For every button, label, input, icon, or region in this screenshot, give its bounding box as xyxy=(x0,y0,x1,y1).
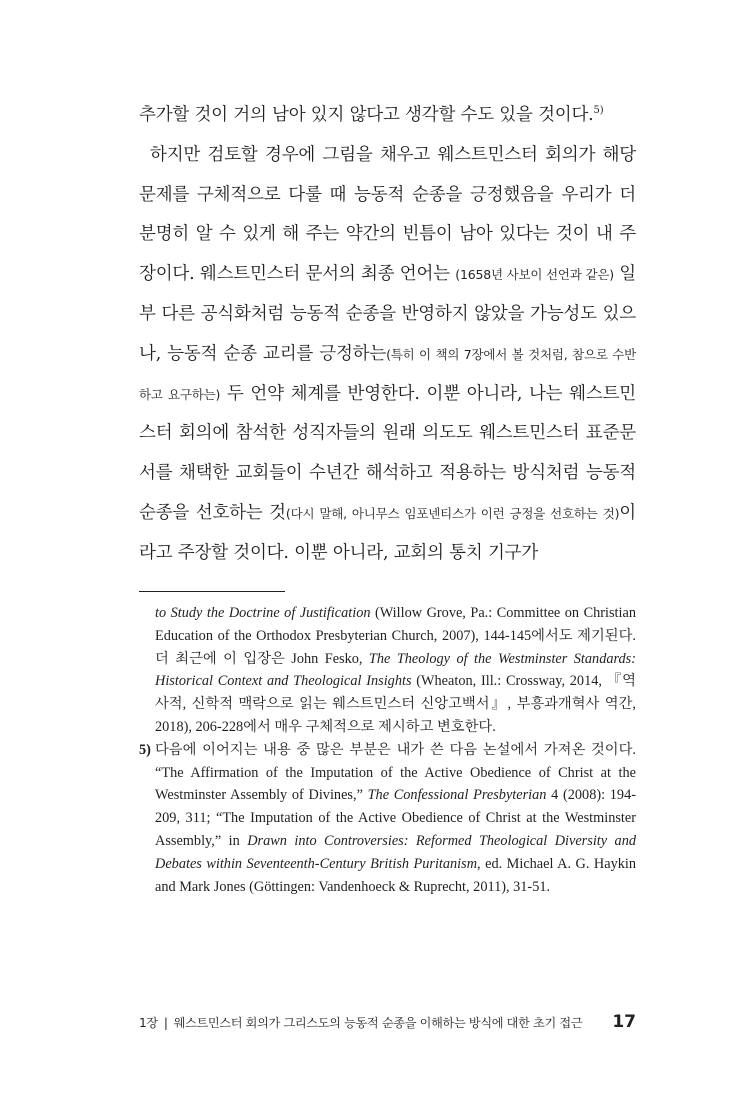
main-text xyxy=(139,96,636,574)
footnote-4-continued xyxy=(139,602,636,739)
footer-separator: | xyxy=(163,1016,168,1030)
running-footer xyxy=(139,1014,582,1031)
footnote-divider xyxy=(139,591,285,592)
footnote-5-text: 다음에 이어지는 내용 중 많은 부분은 내가 쓴 다음 논설에서 가져온 것이다. “The Affirmation of the Imputation of the Active Obedience of Christ at the Westminster Assembly of Divines,” xyxy=(155,741,636,804)
footnotes xyxy=(139,602,636,898)
paragraph-2-part-c: 일부 다른 공식화처럼 능동적 순종을 반영하지 않았을 가능성도 있으나, 능동적 순종 교리를 긍정하는 xyxy=(139,264,636,364)
paragraph-2-part-g: 이라고 주장할 것이다. 이뿐 아니라, 교회의 통치 기구가 xyxy=(139,502,636,563)
footnote-5-text-mid: 4 (2008): 194-209, 311; “The Imputation of the Active Obedience of Christ at the Westminster Assembly,” in xyxy=(155,787,636,849)
footnote-5 xyxy=(139,739,636,899)
paragraph-1 xyxy=(139,96,636,136)
chapter-title: 웨스트민스터 회의가 그리스도의 능동적 순종을 이해하는 방식에 대한 초기 접근 xyxy=(173,1016,583,1030)
paragraph-2 xyxy=(139,136,636,574)
footnote-5-journal-title: The Confessional Presbyterian xyxy=(367,787,547,804)
footnote-4-text: (Willow Grove, Pa.: Committee on Christian Education of the Orthodox Presbyterian Church, 2007), 144-145에서도 제기된다. 더 최근에 이 입장은 John Fesko, xyxy=(155,605,636,667)
footnote-ref-5[interactable]: 5) xyxy=(593,105,604,116)
footnote-4-title-italic: to Study the Doctrine of Justification xyxy=(155,605,371,621)
footnote-4-text-end: (Wheaton, Ill.: Crossway, 2014, 『역사적, 신학적 맥락으로 읽는 웨스트민스터 신앙고백서』, 부흥과개혁사 역간, 2018), 206-228에서 매우 구체적으로 제시하고 변호한다. xyxy=(155,673,636,735)
footnote-4-book-title: The Theology of the Westminster Standards: Historical Context and Theological Insights xyxy=(155,650,636,690)
parenthetical-animus: (다시 말해, 아니무스 임포넨티스가 이런 긍정을 선호하는 것) xyxy=(285,505,620,521)
page-number: 17 xyxy=(612,1012,636,1032)
chapter-label: 1장 xyxy=(139,1016,158,1030)
paragraph-2-part-a: 하지만 검토할 경우에 그림을 채우고 웨스트민스터 회의가 해당 문제를 구체적으로 다룰 때 능동적 순종을 긍정했음을 우리가 더 분명히 알 수 있게 해 주는 약간의 빈틈이 남아 있다는 것이 내 주장이다. 웨스트민스터 문서의 최종 언어는 xyxy=(139,144,636,285)
paragraph-2-part-e: 두 언약 체계를 반영한다. 이뿐 아니라, 나는 웨스트민스터 회의에 참석한 성직자들의 원래 의도도 웨스트민스터 표준문서를 채택한 교회들이 수년간 해석하고 적용하는 방식처럼 능동적 순종을 선호하는 것 xyxy=(139,383,637,523)
footnote-5-number: 5) xyxy=(139,741,151,758)
page-footer xyxy=(139,1012,636,1032)
parenthetical-chapter-7: (특히 이 책의 7장에서 볼 것처럼, 참으로 수반하고 요구하는) xyxy=(139,346,636,402)
paragraph-1-text: 추가할 것이 거의 남아 있지 않다고 생각할 수도 있을 것이다. xyxy=(139,105,594,125)
parenthetical-savoy: (1658년 사보이 선언과 같은) xyxy=(455,267,614,283)
footnote-5-book-title: Drawn into Controversies: Reformed Theological Diversity and Debates within Seventeenth-Century British Puritanism xyxy=(155,832,636,872)
footnote-5-text-end: , ed. Michael A. G. Haykin and Mark Jones (Göttingen: Vandenhoeck & Ruprecht, 2011), 31-51. xyxy=(155,855,636,895)
